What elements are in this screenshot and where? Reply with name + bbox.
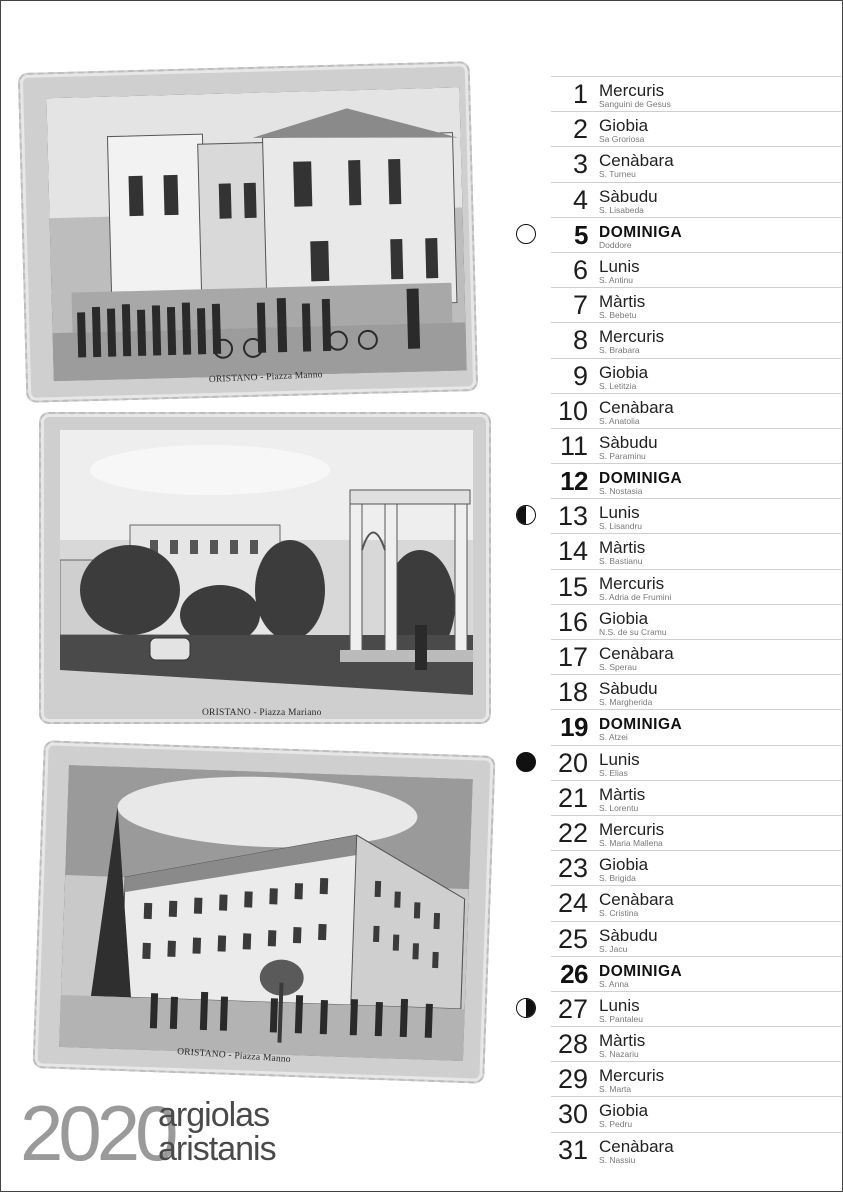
saint-name: S. Jacu	[599, 943, 628, 954]
saint-name: S. Lorentu	[599, 802, 639, 813]
saint-name: Doddore	[599, 239, 632, 250]
saint-name: S. Adria de Frumini	[599, 591, 672, 602]
postcard-caption: ORISTANO - Piazza Manno	[208, 370, 323, 386]
saint-name: S. Paraminu	[599, 450, 646, 461]
weekday-name: Giobia	[599, 1101, 649, 1121]
day-number: 29	[557, 1064, 588, 1095]
calendar-day-row	[551, 76, 841, 111]
saint-name: S. Lisabeda	[599, 204, 644, 215]
saint-name: Sa Groriosa	[599, 134, 645, 145]
calendar-day-row	[551, 815, 841, 850]
day-number: 25	[557, 923, 588, 954]
calendar-day-row-sunday	[551, 463, 841, 498]
calendar-day-row	[551, 569, 841, 604]
weekday-name: Mercuris	[599, 1066, 665, 1086]
saint-name: S. Brigida	[599, 873, 636, 884]
saint-name: S. Margherida	[599, 697, 653, 708]
calendar-day-row	[551, 885, 841, 920]
calendar-day-row	[551, 182, 841, 217]
saint-name: N.S. de su Cramu	[599, 626, 667, 637]
calendar-day-row	[551, 850, 841, 885]
calendar-day-row	[551, 533, 841, 568]
calendar-day-row	[551, 287, 841, 322]
day-number: 9	[572, 360, 588, 391]
day-number: 1	[572, 79, 588, 109]
calendar-day-row	[551, 358, 841, 393]
calendar-day-row	[551, 674, 841, 709]
weekday-name: Màrtis	[599, 1031, 646, 1051]
day-number: 12	[560, 466, 588, 497]
weekday-name: Cenàbara	[599, 397, 674, 417]
saint-name: S. Maria Mallena	[599, 837, 663, 848]
saint-name: S. Turneu	[599, 169, 636, 180]
saint-name: S. Nostasia	[599, 486, 643, 497]
weekday-name: Lunis	[599, 503, 640, 523]
day-number: 19	[560, 712, 588, 743]
calendar-day-row	[551, 111, 841, 146]
saint-name: S. Brabara	[599, 345, 640, 356]
calendar-day-row	[551, 428, 841, 463]
brand-name	[158, 1098, 276, 1166]
postcard-piazza-manno-palazzo	[32, 740, 495, 1084]
day-number: 30	[557, 1099, 588, 1130]
day-number: 17	[557, 642, 588, 672]
day-number: 11	[559, 430, 588, 461]
weekday-name: Giobia	[599, 608, 649, 628]
weekday-name: Giobia	[599, 855, 649, 875]
weekday-name: Màrtis	[599, 292, 646, 312]
calendar-day-row-sunday	[551, 956, 841, 991]
calendar-day-row-sunday	[551, 217, 841, 252]
moon-full-icon	[516, 224, 536, 244]
saint-name: S. Marta	[599, 1084, 632, 1095]
saint-name: S. Lisandru	[599, 521, 642, 532]
day-number: 14	[557, 536, 588, 567]
saint-name: Sanguini de Gesus	[599, 99, 671, 109]
month-day-list	[551, 76, 841, 1167]
weekday-name: DOMINIGA	[599, 716, 683, 734]
vintage-photo-villa	[46, 87, 466, 381]
weekday-name: Lunis	[599, 749, 640, 769]
weekday-name: Mercuris	[599, 327, 665, 347]
brand-name-line-2: aristanis	[158, 1130, 276, 1168]
calendar-day-row	[551, 604, 841, 639]
day-number: 16	[557, 606, 588, 637]
saint-name: S. Bastianu	[599, 556, 643, 567]
day-number: 5	[574, 219, 588, 250]
weekday-name: Màrtis	[599, 784, 646, 804]
weekday-name: Sàbudu	[599, 679, 658, 699]
saint-name: S. Pantaleu	[599, 1013, 643, 1024]
day-number: 15	[557, 571, 588, 602]
day-number: 8	[572, 325, 588, 356]
calendar-day-row	[551, 252, 841, 287]
weekday-name: DOMINIGA	[599, 223, 683, 241]
brand-name-line-1: argiolas	[158, 1096, 270, 1134]
postcard-piazza-manno-villa	[18, 61, 478, 403]
weekday-name: Giobia	[599, 362, 649, 382]
saint-name: S. Sperau	[599, 662, 637, 672]
weekday-name: Mercuris	[599, 81, 665, 100]
vintage-photo-piazza	[60, 430, 473, 705]
moon-first-quarter-icon	[516, 998, 536, 1018]
vintage-photo-palazzo	[59, 765, 473, 1061]
saint-name: S. Atzei	[599, 732, 628, 743]
postcard-caption: ORISTANO - Piazza Manno	[176, 1047, 292, 1065]
calendar-day-row	[551, 498, 841, 533]
day-number: 26	[560, 958, 588, 989]
calendar-day-row	[551, 322, 841, 357]
calendar-day-row	[551, 780, 841, 815]
saint-name: S. Pedru	[599, 1119, 633, 1130]
calendar-day-row	[551, 1096, 841, 1131]
weekday-name: DOMINIGA	[599, 470, 683, 488]
weekday-name: DOMINIGA	[599, 962, 683, 980]
saint-name: S. Bebetu	[599, 310, 637, 321]
postcard-piazza-mariano	[39, 412, 491, 724]
weekday-name: Sàbudu	[599, 925, 658, 945]
weekday-name: Lunis	[599, 995, 640, 1015]
weekday-name: Mercuris	[599, 573, 665, 593]
calendar-day-row	[551, 393, 841, 428]
weekday-name: Cenàbara	[599, 890, 674, 910]
day-number: 21	[557, 782, 588, 813]
saint-name: S. Nazariu	[599, 1049, 639, 1060]
calendar-day-row	[551, 1061, 841, 1096]
saint-name: S. Elias	[599, 767, 628, 778]
saint-name: S. Antinu	[599, 274, 634, 285]
saint-name: S. Anatolia	[599, 415, 640, 426]
calendar-day-row	[551, 1132, 841, 1167]
weekday-name: Mercuris	[599, 819, 665, 839]
calendar-day-row	[551, 745, 841, 780]
calendar-day-row-sunday	[551, 709, 841, 744]
saint-name: S. Letitzia	[599, 380, 637, 391]
day-number: 20	[557, 747, 588, 778]
day-number: 22	[557, 817, 588, 848]
weekday-name: Cenàbara	[599, 644, 674, 663]
day-number: 6	[572, 254, 588, 285]
weekday-name: Màrtis	[599, 538, 646, 558]
postcard-caption: ORISTANO - Piazza Mariano	[202, 708, 322, 718]
calendar-day-row	[551, 921, 841, 956]
calendar-year: 2020	[20, 1089, 174, 1177]
calendar-day-row	[551, 991, 841, 1026]
day-number: 2	[572, 114, 588, 145]
weekday-name: Cenàbara	[599, 1136, 674, 1156]
weekday-name: Cenàbara	[599, 151, 674, 171]
day-number: 18	[557, 677, 588, 708]
saint-name: S. Anna	[599, 978, 629, 989]
day-number: 4	[572, 184, 588, 215]
day-number: 31	[557, 1134, 588, 1165]
day-number: 23	[557, 853, 588, 884]
weekday-name: Sàbudu	[599, 186, 658, 206]
weekday-name: Sàbudu	[599, 432, 658, 452]
calendar-day-row	[551, 639, 841, 674]
saint-name: S. Nassiu	[599, 1154, 636, 1165]
day-number: 13	[557, 501, 588, 532]
calendar-day-row	[551, 1026, 841, 1061]
moon-new-icon	[516, 752, 536, 772]
calendar-day-row	[551, 146, 841, 181]
day-number: 28	[557, 1029, 588, 1060]
day-number: 24	[557, 888, 588, 919]
day-number: 27	[557, 993, 588, 1024]
day-number: 10	[557, 395, 588, 426]
weekday-name: Lunis	[599, 256, 640, 276]
day-number: 7	[572, 290, 588, 321]
saint-name: S. Cristina	[599, 908, 639, 919]
day-number: 3	[572, 149, 588, 180]
weekday-name: Giobia	[599, 116, 649, 136]
